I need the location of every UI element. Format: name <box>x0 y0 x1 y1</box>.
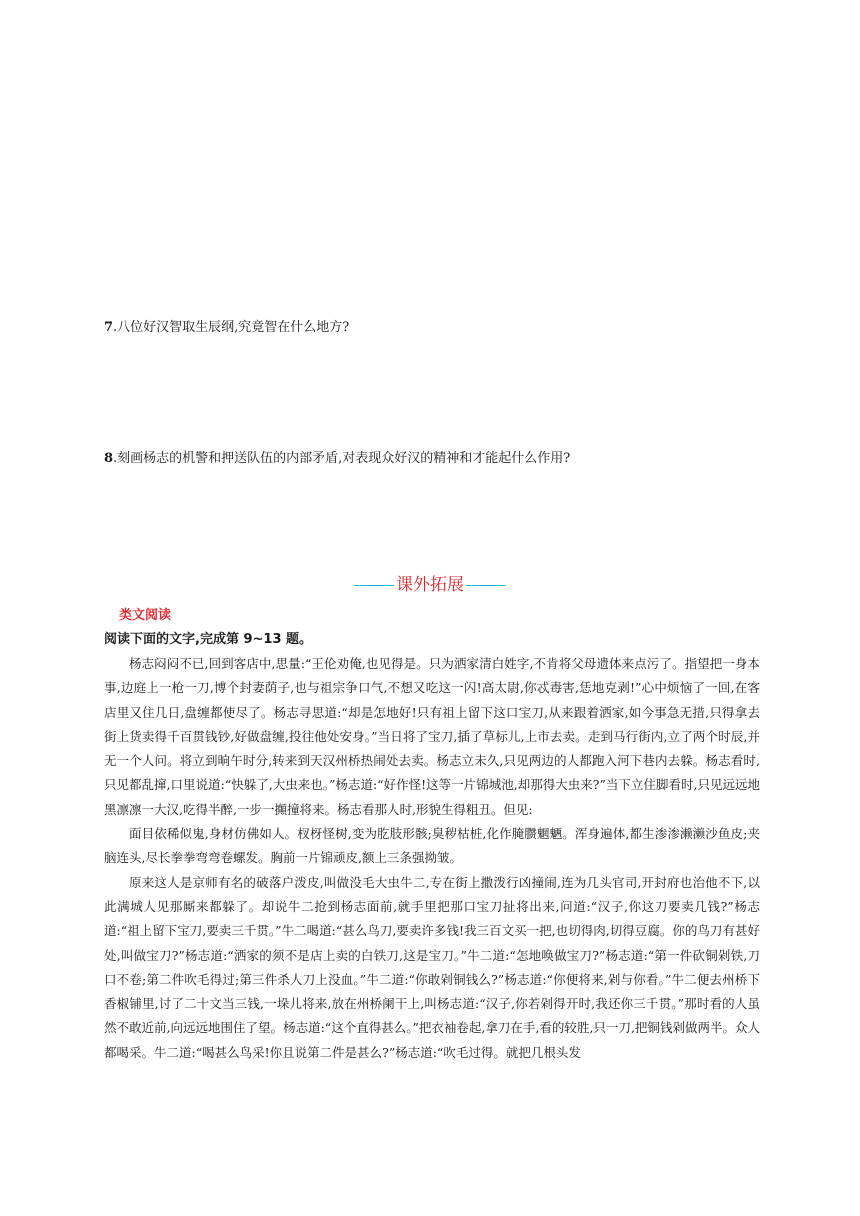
section-rule-right <box>466 585 506 586</box>
reading-instruction: 阅读下面的文字,完成第 9~13 题。 <box>104 632 313 647</box>
question-7-number: 7 <box>104 320 114 335</box>
section-rule-left <box>354 585 394 586</box>
question-8-text: .刻画杨志的机警和押送队伍的内部矛盾,对表现众好汉的精神和才能起什么作用? <box>113 451 571 466</box>
section-header <box>0 575 860 595</box>
question-7-text: .八位好汉智取生辰纲,究竟智在什么地方? <box>113 320 350 335</box>
question-8 <box>104 450 570 468</box>
section-title: 课外拓展 <box>396 575 464 595</box>
passage-paragraph-3: 原来这人是京师有名的破落户泼皮,叫做没毛大虫牛二,专在街上撒泼行凶撞闹,连为几头官司,开封府也治他不下,以此满城人见那厮来都躲了。却说牛二抢到杨志面前,就手里把那口宝刀扯将出来,问道:“汉子,你这刀要卖几钱?”杨志道:“祖上留下宝刀,要卖三千贯。”牛二喝道:“甚么鸟刀,要卖许多钱!我三百文买一把,也切得肉,切得豆腐。你的鸟刀有甚好处,叫做宝刀?”杨志道:“洒家的须不是店上卖的白铁刀,这是宝刀。”牛二道:“怎地唤做宝刀?”杨志道:“第一件砍铜剁铁,刀口不卷;第二件吹毛得过;第三件杀人刀上没血。”牛二道:“你敢剁铜钱么?”杨志道:“你便将来,剁与你看。”牛二便去州桥下香椒铺里,讨了二十文当三钱,一垛儿将来,放在州桥阑干上,叫杨志道:“汉子,你若剁得开时,我还你三千贯。”那时看的人虽然不敢近前,向远远地围住了望。杨志道:“这个直得甚么。”把衣袖卷起,拿刀在手,看的较胜,只一刀,把铜钱剁做两半。众人都喝采。牛二道:“喝甚么鸟采!你且说第二件是甚么?”杨志道:“吹毛过得。就把几根头发 <box>104 874 760 1060</box>
question-7 <box>104 319 349 337</box>
question-8-number: 8 <box>104 451 114 466</box>
section-sub-label: 类文阅读 <box>119 608 172 623</box>
passage-paragraph-1: 杨志闷闷不已,回到客店中,思量:“王伦劝俺,也见得是。只为洒家清白姓字,不肯将父母遗体来点污了。指望把一身本事,边庭上一枪一刀,博个封妻荫子,也与祖宗争口气,不想又吃这一闪!高太尉,你忒毒害,恁地克剥!”心中烦恼了一回,在客店里又住几日,盘缠都使尽了。杨志寻思道:“却是怎地好!只有祖上留下这口宝刀,从来跟着洒家,如今事急无措,只得拿去街上货卖得千百贯钱钞,好做盘缠,投往他处安身。”当日将了宝刀,插了草标儿,上市去卖。走到马行街内,立了两个时辰,并无一个人问。将立到晌午时分,转来到天汉州桥热闹处去卖。杨志立未久,只见两边的人都跑入河下巷内去躲。杨志看时,只见都乱撺,口里说道:“快躲了,大虫来也。”杨志道:“好作怪!这等一片锦城池,却那得大虫来?”当下立住脚看时,只见远远地黑凛凛一大汉,吃得半醉,一步一攧撞将来。杨志看那人时,形貌生得粗丑。但见: <box>104 656 760 817</box>
passage-paragraph-2: 面目依稀似鬼,身材仿佛如人。杈枒怪树,变为肐肢形骸;臭秽枯桩,化作腌臜魍魉。浑身遍体,都生渗渗濑濑沙鱼皮;夹脑连头,尽长拳拳弯弯卷螺发。胸前一片锦顽皮,额上三条强拗皱。 <box>104 826 760 866</box>
reading-passage <box>104 652 760 1065</box>
